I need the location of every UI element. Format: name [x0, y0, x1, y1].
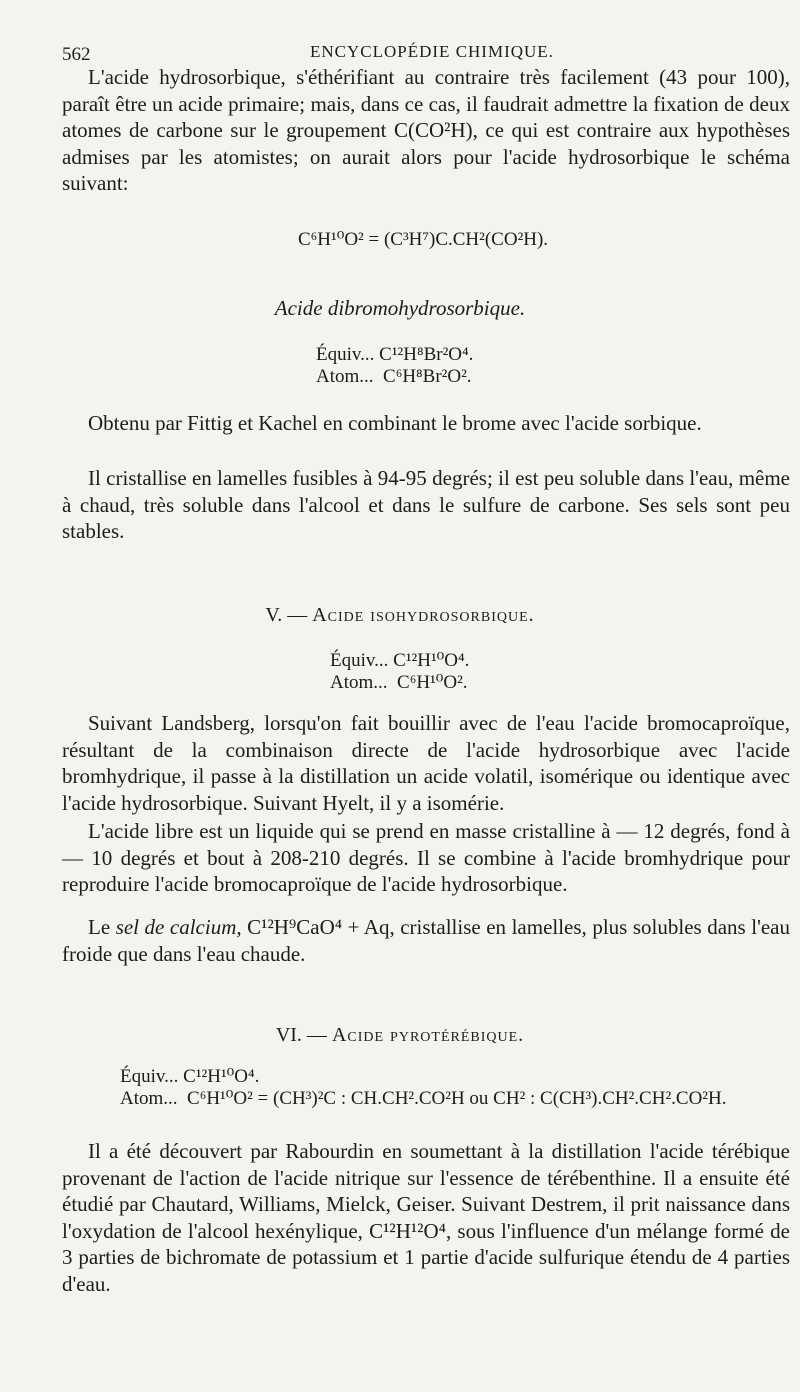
atom-formula: C⁶H¹⁰O² = (CH³)²C : CH.CH².CO²H ou CH² : C(CH³).CH².CH².CO²H.: [187, 1088, 727, 1109]
section-v-paragraph-2: L'acide libre est un liquide qui se prend en masse cristalline à — 12 degrés, fond à — 10 degrés et bout à 208-210 degrés. Il se combine à l'acide bromhydrique pour reproduire l'acide bromocaproïque de l'acide hydrosorbique.: [62, 819, 790, 896]
equiv-label: Équiv...: [316, 344, 375, 365]
section-vi-paragraph-1: Il a été découvert par Rabourdin en soumettant à la distillation l'acide térébique provenant de l'action de l'acide nitrique sur l'essence de térébenthine. Il a ensuite été étudié par Chautard, Williams, Mielck, Geiser. Suivant Destrem, il prit naissance dans l'oxydation de l'alcool hexénylique, C¹²H¹²O⁴, sous l'influence d'un mélange formé de 3 parties de bichromate de potassium et 1 partie d'acide sulfurique étendu de 4 parties d'eau.: [62, 1139, 790, 1296]
atom-label: Atom...: [330, 672, 388, 693]
intro-paragraph: L'acide hydrosorbique, s'éthérifiant au contraire très facilement (43 pour 100), paraît être un acide primaire; mais, dans ce cas, il faudrait admettre la fixation de deux atomes de carbone sur le groupement C(CO²H), ce qui est contraire aux hypothèses admises par les atomistes; on aurait alors pour l'acide hydrosorbique le schéma suivant:: [62, 65, 790, 195]
page-number: 562: [62, 44, 91, 65]
atom-formula: C⁶H¹⁰O².: [397, 672, 468, 693]
section-vi-numeral: VI. —: [275, 1024, 327, 1046]
schema-formula: C⁶H¹⁰O² = (C³H⁷)C.CH²(CO²H).: [298, 229, 549, 250]
equiv-label: Équiv...: [120, 1066, 179, 1087]
atom-label: Atom...: [120, 1088, 178, 1109]
section-v-title: Acide isohydrosorbique.: [312, 604, 535, 626]
dibromo-paragraph-2: Il cristallise en lamelles fusibles à 94-95 degrés; il est peu soluble dans l'eau, même à chaud, très soluble dans l'alcool et dans le sulfure de carbone. Ses sels sont peu stables.: [62, 466, 790, 543]
section-v-formulas: [330, 650, 469, 694]
section-v-paragraph-3: [62, 914, 790, 967]
dibromo-paragraph-1: Obtenu par Fittig et Kachel en combinant le brome avec l'acide sorbique.: [88, 411, 702, 435]
running-title: ENCYCLOPÉDIE CHIMIQUE.: [310, 42, 554, 61]
equiv-label: Équiv...: [330, 650, 389, 671]
text-run: Le: [88, 915, 116, 939]
atom-formula: C⁶H⁸Br²O².: [383, 366, 472, 387]
section-v-numeral: V. —: [265, 604, 308, 626]
dibromo-heading: Acide dibromohydrosorbique.: [274, 296, 526, 320]
section-v-paragraph-1: Suivant Landsberg, lorsqu'on fait bouillir avec de l'eau l'acide bromocaproïque, résultant de la combinaison directe de l'acide hydrosorbique avec l'acide bromhydrique, il passe à la distillation un acide volatil, isomérique ou identique avec l'acide hydrosorbique. Suivant Hyelt, il y a isomérie.: [62, 711, 790, 815]
atom-label: Atom...: [316, 366, 374, 387]
equiv-formula: C¹²H¹⁰O⁴.: [393, 650, 470, 671]
section-vi-heading: [0, 1024, 800, 1047]
section-vi-formulas: [120, 1066, 726, 1110]
text-run: C¹²H⁹CaO⁴ + Aq, cristallise en lamelles, plus solubles dans l'eau froide que dans l'eau chaude.: [62, 915, 790, 966]
italic-term: sel de calcium,: [115, 915, 242, 939]
equiv-formula: C¹²H¹⁰O⁴.: [183, 1066, 260, 1087]
section-v-heading: [0, 604, 800, 627]
section-vi-title: Acide pyrotérébique.: [331, 1024, 525, 1046]
equiv-formula: C¹²H⁸Br²O⁴.: [379, 344, 474, 365]
dibromo-formulas: [316, 344, 473, 388]
